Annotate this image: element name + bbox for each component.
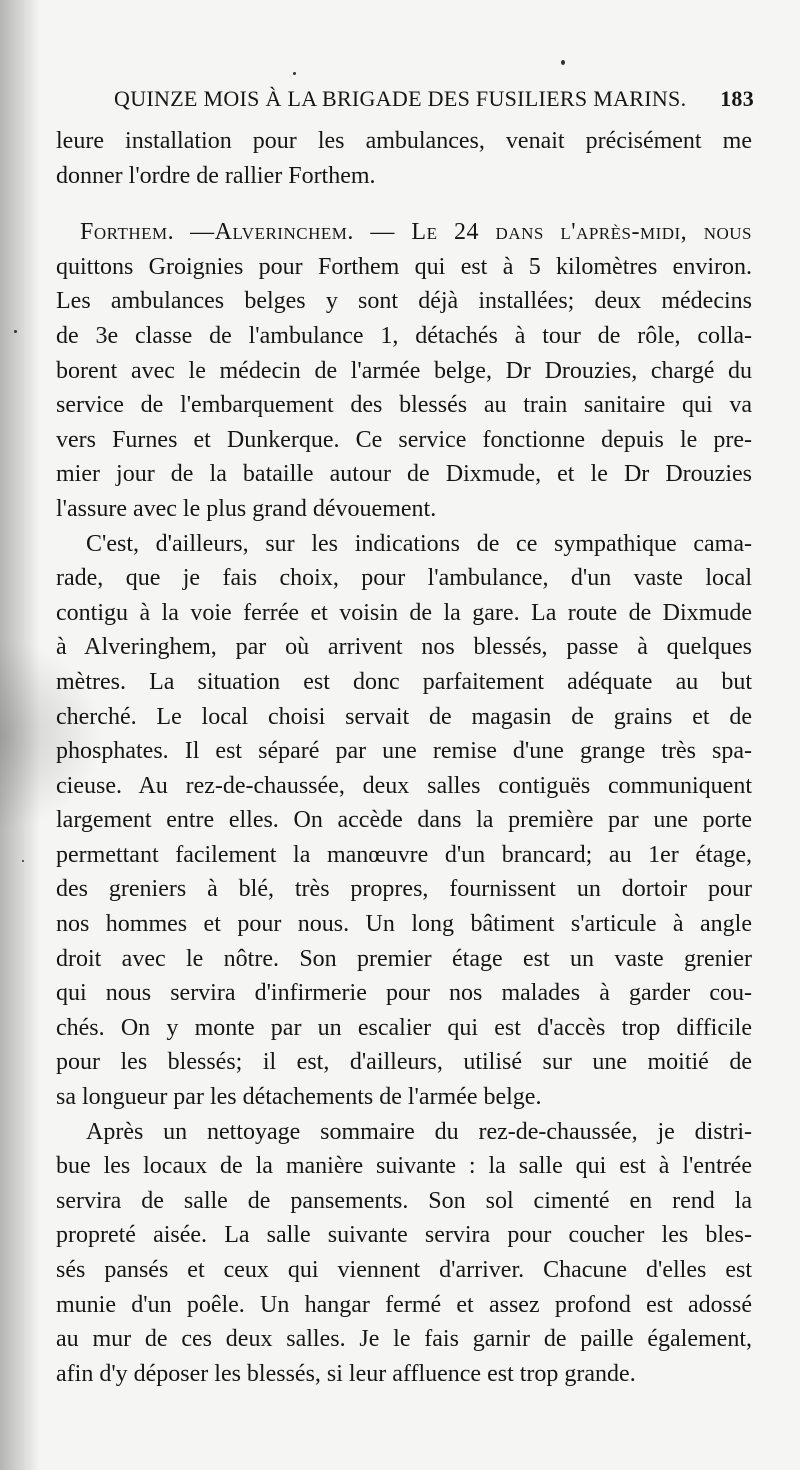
section-heading-line — [56, 215, 752, 250]
text-line: propreté aisée. La salle suivante servira pour coucher les bles- — [56, 1222, 752, 1249]
text-line: Après un nettoyage sommaire du rez-de-chaussée, je distri- — [86, 1118, 752, 1145]
section-heading: Forthem. — [80, 219, 175, 246]
paper-speck — [14, 330, 17, 333]
text-line: largement entre elles. On accède dans la première par une porte — [56, 807, 752, 834]
text-line: vers Furnes et Dunkerque. Ce service fonctionne depuis le pre- — [56, 426, 752, 453]
text-line: pour les blessés; il est, d'ailleurs, utilisé sur une moitié de — [56, 1049, 752, 1076]
text-line: sés pansés et ceux qui viennent d'arriver. Chacune d'elles est — [56, 1257, 752, 1283]
text-line: au mur de ces deux salles. Je le fais garnir de paille également, — [56, 1326, 752, 1353]
text-line: sa longueur par les détachements de l'armée belge. — [56, 1084, 542, 1111]
body-text — [56, 124, 752, 1391]
text-line: de 3e classe de l'ambulance 1, détachés à tour de rôle, colla- — [56, 322, 752, 349]
page-number: 183 — [720, 86, 754, 111]
text-line: servira de salle de pansements. Son sol cimenté en rend la — [56, 1187, 752, 1214]
text-line: cieuse. Au rez-de-chaussée, deux salles contiguës communiquent — [56, 772, 752, 799]
text-line: C'est, d'ailleurs, sur les indications de ce sympathique cama- — [86, 530, 752, 557]
running-head — [84, 86, 754, 116]
text-line: phosphates. Il est séparé par une remise d'une grange très spa- — [56, 738, 752, 765]
text-line: mètres. La situation est donc parfaitement adéquate au but — [56, 668, 752, 695]
text-line: cherché. Le local choisi servait de magasin de grains et de — [56, 703, 752, 730]
running-title: QUINZE MOIS À LA BRIGADE DES FUSILIERS MARINS. — [114, 86, 687, 111]
text-line: à Alveringhem, par où arrivent nos blessés, passe à quelques — [56, 634, 752, 661]
text-line: contigu à la voie ferrée et voisin de la gare. La route de Dixmude — [56, 599, 752, 626]
text-line: des greniers à blé, très propres, fournissent un dortoir pour — [56, 876, 752, 903]
text-line: Les ambulances belges y sont déjà installées; deux médecins — [56, 288, 752, 315]
text-line: nos hommes et pour nous. Un long bâtiment s'articule à angle — [56, 911, 752, 938]
text-line: droit avec le nôtre. Son premier étage est un vaste grenier — [56, 945, 752, 972]
text-line: qui nous servira d'infirmerie pour nos malades à garder cou- — [56, 980, 752, 1007]
text-line: leure installation pour les ambulances, venait précisément me — [56, 128, 752, 154]
text-line: donner l'ordre de rallier Forthem. — [56, 162, 376, 189]
text-line: munie d'un poêle. Un hangar fermé et assez profond est adossé — [56, 1291, 752, 1318]
text-line: mier jour de la bataille autour de Dixmude, et le Dr Drouzies — [56, 461, 752, 488]
text-line: rade, que je fais choix, pour l'ambulance, d'un vaste local — [56, 565, 752, 592]
text-line: bue les locaux de la manière suivante : la salle qui est à l'entrée — [56, 1153, 752, 1180]
section-heading-rest: —Alverinchem. — Le 24 dans l'après-midi, nous — [190, 219, 753, 246]
text-line: l'assure avec le plus grand dévouement. — [56, 495, 437, 522]
paper-speck — [561, 60, 565, 65]
text-line: chés. On y monte par un escalier qui est d'accès trop difficile — [56, 1014, 752, 1041]
paper-speck — [22, 860, 24, 862]
section-gap — [56, 193, 752, 215]
text-line: permettant facilement la manœuvre d'un brancard; au 1er étage, — [56, 841, 752, 868]
text-line: quittons Groignies pour Forthem qui est à 5 kilomètres environ. — [56, 253, 752, 280]
text-line: borent avec le médecin de l'armée belge, Dr Drouzies, chargé du — [56, 357, 752, 384]
text-line: afin d'y déposer les blessés, si leur affluence est trop grande. — [56, 1360, 636, 1387]
text-line: service de l'embarquement des blessés au train sanitaire qui va — [56, 392, 752, 419]
paper-speck — [293, 72, 296, 75]
